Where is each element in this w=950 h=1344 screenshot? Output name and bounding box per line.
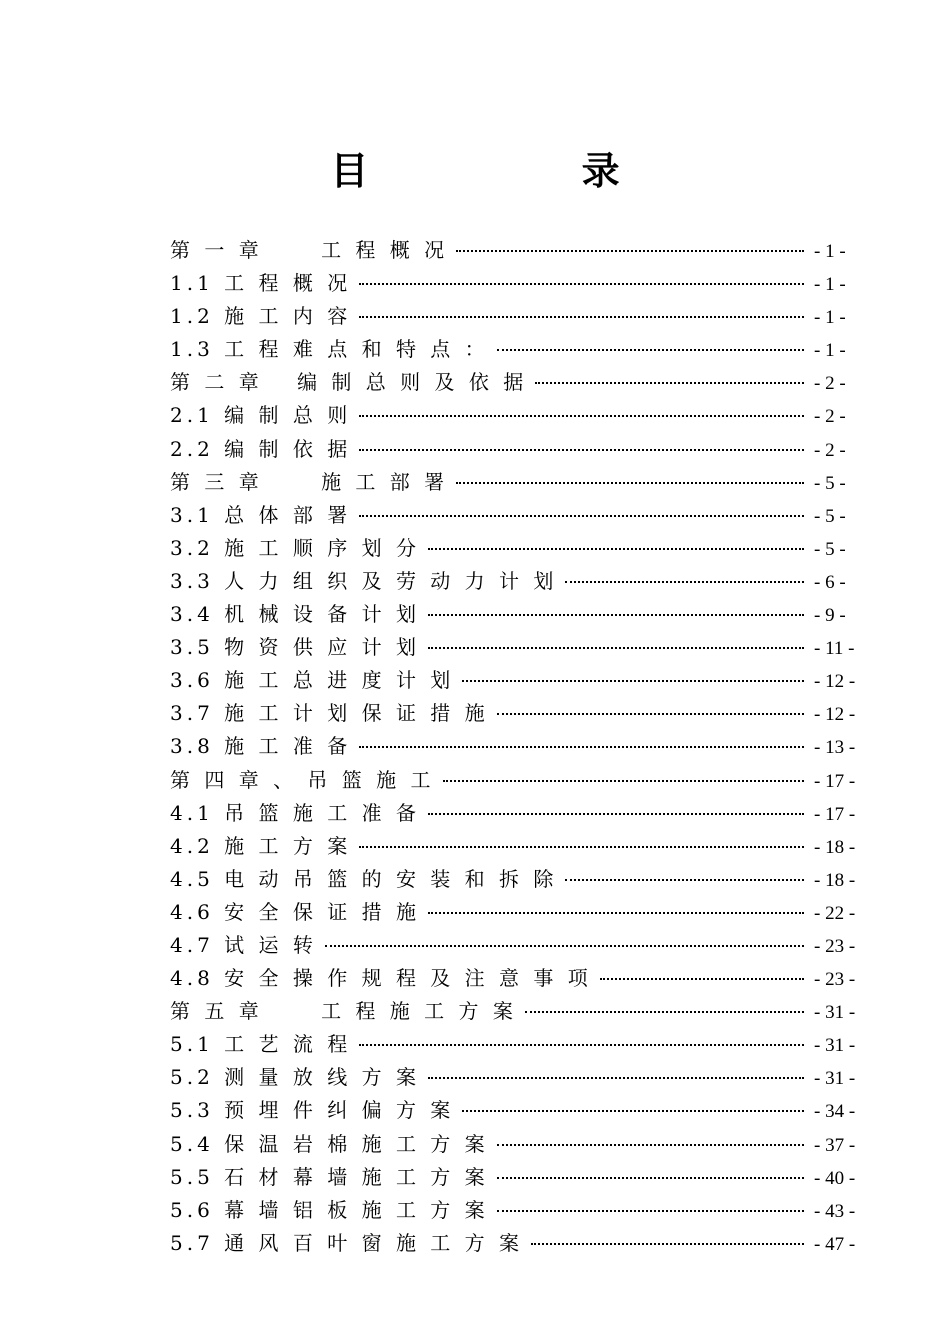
toc-dot-leader: [456, 482, 804, 484]
toc-dot-leader: [359, 746, 804, 748]
toc-entry[interactable]: [170, 962, 864, 995]
toc-dot-leader: [359, 846, 804, 848]
toc-entry[interactable]: [170, 1161, 864, 1194]
toc-entry-label: 5.1 工 艺 流 程: [170, 1032, 352, 1057]
toc-dot-leader: [428, 647, 804, 649]
toc-entry-page: - 12 -: [814, 671, 856, 693]
toc-entry-label: 4.6 安 全 保 证 措 施: [170, 899, 420, 924]
toc-entry[interactable]: [170, 234, 864, 267]
toc-entry-label: 第 五 章 工 程 施 工 方 案: [170, 999, 517, 1024]
toc-entry-label: 1.3 工 程 难 点 和 特 点 ：: [170, 337, 489, 362]
toc-entry-label: 4.1 吊 篮 施 工 准 备: [170, 800, 420, 825]
toc-entry[interactable]: [170, 697, 864, 730]
toc-entry-page: - 2 -: [814, 439, 846, 461]
toc-entry-label: 3.7 施 工 计 划 保 证 措 施: [170, 701, 489, 726]
toc-entry-label: 1.1 工 程 概 况: [170, 271, 352, 296]
toc-entry-page: - 22 -: [814, 902, 856, 924]
toc-dot-leader: [565, 581, 804, 583]
toc-dot-leader: [428, 912, 804, 914]
toc-entry-page: - 31 -: [814, 1035, 856, 1057]
toc-dot-leader: [359, 316, 804, 318]
toc-entry[interactable]: [170, 929, 864, 962]
toc-entry[interactable]: [170, 1094, 864, 1127]
toc-dot-leader: [497, 1177, 804, 1179]
toc-entry[interactable]: [170, 896, 864, 929]
toc-entry-page: - 17 -: [814, 803, 856, 825]
toc-entry-label: 5.2 测 量 放 线 方 案: [170, 1065, 420, 1090]
toc-entry-page: - 2 -: [814, 373, 846, 395]
toc-entry-label: 3.5 物 资 供 应 计 划: [170, 635, 420, 660]
toc-entry-label: 1.2 施 工 内 容: [170, 304, 352, 329]
toc-entry-page: - 1 -: [814, 340, 846, 362]
toc-entry-label: 第 三 章 施 工 部 署: [170, 469, 449, 494]
toc-entry-label: 第 一 章 工 程 概 况: [170, 238, 449, 262]
toc-entry-page: - 5 -: [814, 538, 846, 560]
toc-entry-page: - 11 -: [814, 638, 855, 660]
toc-entry-page: - 17 -: [814, 770, 856, 792]
toc-entry[interactable]: [170, 1061, 864, 1094]
toc-entry-label: 4.7 试 运 转: [170, 932, 317, 957]
toc-entry[interactable]: [170, 399, 864, 432]
toc-dot-leader: [428, 1077, 804, 1079]
toc-entry-page: - 1 -: [814, 307, 846, 329]
toc-dot-leader: [359, 415, 804, 417]
toc-entry-page: - 40 -: [814, 1167, 856, 1189]
toc-entry-label: 5.5 石 材 幕 墙 施 工 方 案: [170, 1164, 489, 1189]
toc-entry-page: - 1 -: [814, 274, 846, 296]
toc-entry-page: - 34 -: [814, 1101, 856, 1123]
toc-entry-label: 第 四 章 、 吊 篮 施 工: [170, 767, 435, 792]
toc-list: [170, 234, 864, 1260]
toc-entry-label: 5.6 幕 墙 铝 板 施 工 方 案: [170, 1197, 489, 1222]
toc-dot-leader: [359, 449, 804, 451]
toc-entry-page: - 18 -: [814, 869, 856, 891]
toc-entry-label: 5.7 通 风 百 叶 窗 施 工 方 案: [170, 1230, 524, 1255]
toc-entry[interactable]: [170, 499, 864, 532]
toc-entry-page: - 23 -: [814, 969, 856, 991]
toc-entry[interactable]: [170, 1227, 864, 1260]
toc-dot-leader: [497, 349, 804, 351]
toc-entry[interactable]: [170, 863, 864, 896]
toc-entry[interactable]: [170, 830, 864, 863]
toc-entry-label: 2.1 编 制 总 则: [170, 403, 352, 428]
toc-dot-leader: [443, 780, 804, 782]
toc-entry[interactable]: [170, 532, 864, 565]
toc-entry[interactable]: [170, 1128, 864, 1161]
toc-entry[interactable]: [170, 300, 864, 333]
toc-entry-label: 3.6 施 工 总 进 度 计 划: [170, 668, 455, 693]
toc-entry-page: - 9 -: [814, 605, 846, 627]
toc-entry-page: - 6 -: [814, 571, 846, 593]
toc-dot-leader: [565, 879, 804, 881]
toc-dot-leader: [428, 813, 804, 815]
toc-dot-leader: [456, 250, 804, 252]
toc-entry-label: 4.2 施 工 方 案: [170, 833, 352, 858]
toc-entry[interactable]: [170, 267, 864, 300]
toc-entry[interactable]: [170, 466, 864, 499]
toc-dot-leader: [359, 1044, 804, 1046]
toc-entry-page: - 23 -: [814, 935, 856, 957]
toc-dot-leader: [525, 1011, 804, 1013]
toc-entry[interactable]: [170, 598, 864, 631]
toc-dot-leader: [359, 515, 804, 517]
toc-entry-label: 2.2 编 制 依 据: [170, 436, 352, 461]
toc-entry[interactable]: [170, 797, 864, 830]
toc-entry-page: - 5 -: [814, 472, 846, 494]
toc-entry-page: - 1 -: [814, 241, 846, 262]
toc-dot-leader: [359, 283, 804, 285]
toc-entry-label: 3.2 施 工 顺 序 划 分: [170, 535, 420, 560]
toc-entry[interactable]: [170, 631, 864, 664]
toc-entry-page: - 5 -: [814, 505, 846, 527]
toc-entry[interactable]: [170, 565, 864, 598]
toc-entry-page: - 13 -: [814, 737, 856, 759]
toc-entry-label: 第 二 章 编 制 总 则 及 依 据: [170, 370, 528, 395]
toc-entry[interactable]: [170, 664, 864, 697]
toc-entry[interactable]: [170, 995, 864, 1028]
toc-entry-label: 3.4 机 械 设 备 计 划: [170, 602, 420, 627]
toc-entry[interactable]: [170, 366, 864, 399]
toc-dot-leader: [462, 1110, 804, 1112]
toc-dot-leader: [600, 978, 804, 980]
toc-dot-leader: [497, 713, 804, 715]
toc-entry[interactable]: [170, 1194, 864, 1227]
toc-entry-label: 3.1 总 体 部 署: [170, 502, 352, 527]
toc-entry[interactable]: [170, 764, 864, 797]
toc-dot-leader: [428, 614, 804, 616]
toc-entry-page: - 47 -: [814, 1233, 856, 1255]
toc-title: 目 录: [330, 149, 720, 193]
toc-entry-label: 5.4 保 温 岩 棉 施 工 方 案: [170, 1131, 489, 1156]
toc-dot-leader: [531, 1243, 804, 1245]
toc-dot-leader: [325, 945, 804, 947]
toc-entry-label: 4.8 安 全 操 作 规 程 及 注 意 事 项: [170, 966, 592, 991]
toc-entry[interactable]: [170, 433, 864, 466]
toc-entry-page: - 18 -: [814, 836, 856, 858]
toc-dot-leader: [462, 680, 804, 682]
toc-entry-label: 3.8 施 工 准 备: [170, 734, 352, 759]
toc-entry-page: - 37 -: [814, 1134, 856, 1156]
toc-dot-leader: [535, 382, 804, 384]
toc-entry-page: - 43 -: [814, 1200, 856, 1222]
toc-entry-page: - 31 -: [814, 1068, 856, 1090]
toc-entry[interactable]: [170, 730, 864, 763]
toc-dot-leader: [497, 1210, 804, 1212]
toc-entry-page: - 31 -: [814, 1002, 856, 1024]
toc-entry-page: - 12 -: [814, 704, 856, 726]
toc-entry-page: - 2 -: [814, 406, 846, 428]
toc-entry-label: 3.3 人 力 组 织 及 劳 动 力 计 划: [170, 568, 558, 593]
toc-entry-label: 5.3 预 埋 件 纠 偏 方 案: [170, 1098, 455, 1123]
toc-entry[interactable]: [170, 1028, 864, 1061]
toc-dot-leader: [497, 1144, 804, 1146]
toc-dot-leader: [428, 548, 804, 550]
toc-entry-label: 4.5 电 动 吊 篮 的 安 装 和 拆 除: [170, 866, 558, 891]
toc-entry[interactable]: [170, 333, 864, 366]
